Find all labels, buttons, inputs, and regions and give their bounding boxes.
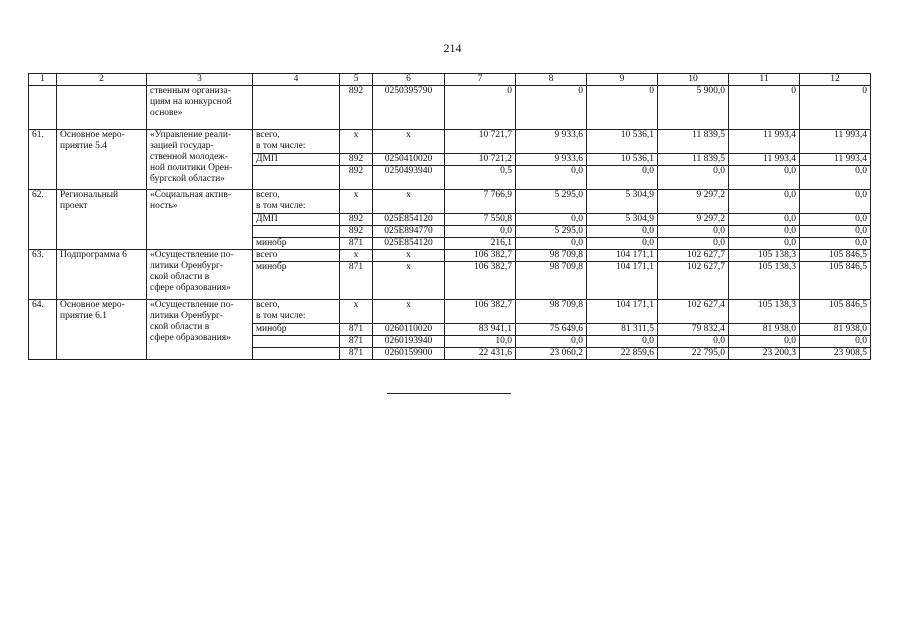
value-2019: 0: [445, 86, 516, 130]
value-2022: 102 627,7: [658, 262, 729, 300]
value-2019: 0,5: [445, 166, 516, 190]
responsible-executor: [253, 336, 340, 348]
column-number: 5: [340, 74, 373, 86]
value-2019: 10 721,7: [445, 130, 516, 154]
responsible-executor: всего, в том числе:: [253, 190, 340, 214]
program-title: Основное меро- приятие 6.1: [57, 300, 147, 360]
value-2023: 105 138,3: [729, 262, 800, 300]
table-row: [29, 190, 871, 214]
value-2023: 11 993,4: [729, 130, 800, 154]
program-name: «Осуществление по- литики Оренбург- ской области в сфере образования»: [147, 300, 253, 360]
value-2023: 105 138,3: [729, 250, 800, 262]
value-2023: 81 938,0: [729, 324, 800, 336]
gov-code: х: [340, 300, 373, 324]
page-number: 214: [443, 41, 462, 55]
program-name: «Социальная актив- ность»: [147, 190, 253, 250]
value-2024: 81 938,0: [800, 324, 871, 336]
gov-code: 892: [340, 154, 373, 166]
value-2019: 7 766,9: [445, 190, 516, 214]
value-2023: 11 993,4: [729, 154, 800, 166]
value-2022: 0,0: [658, 226, 729, 238]
value-2021: 22 859,6: [587, 348, 658, 360]
budget-code: 0250410020: [373, 154, 445, 166]
value-2022: 9 297,2: [658, 214, 729, 226]
program-title: Региональный проект: [57, 190, 147, 250]
column-number: 2: [57, 74, 147, 86]
gov-code: 892: [340, 226, 373, 238]
value-2022: 11 839,5: [658, 130, 729, 154]
value-2019: 83 941,1: [445, 324, 516, 336]
responsible-executor: [253, 226, 340, 238]
value-2021: 5 304,9: [587, 190, 658, 214]
value-2019: 106 382,7: [445, 262, 516, 300]
table-row: [29, 130, 871, 154]
value-2023: 0,0: [729, 336, 800, 348]
value-2019: 0,0: [445, 226, 516, 238]
value-2024: 0,0: [800, 336, 871, 348]
program-name: «Осуществление по- литики Оренбург- ской области в сфере образования»: [147, 250, 253, 300]
value-2024: 11 993,4: [800, 154, 871, 166]
value-2022: 0,0: [658, 336, 729, 348]
value-2020: 98 709,8: [516, 250, 587, 262]
value-2020: 5 295,0: [516, 190, 587, 214]
budget-code: х: [373, 130, 445, 154]
row-number: 64.: [29, 300, 57, 360]
gov-code: х: [340, 190, 373, 214]
footnote-rule: [387, 393, 511, 394]
value-2020: 23 060,2: [516, 348, 587, 360]
row-number: 61.: [29, 130, 57, 190]
value-2022: 11 839,5: [658, 154, 729, 166]
value-2022: 9 297,2: [658, 190, 729, 214]
column-number: 1: [29, 74, 57, 86]
budget-code: х: [373, 250, 445, 262]
responsible-executor: минобр: [253, 324, 340, 336]
value-2019: 106 382,7: [445, 250, 516, 262]
value-2020: 75 649,6: [516, 324, 587, 336]
value-2020: 9 933,6: [516, 130, 587, 154]
value-2021: 104 171,1: [587, 250, 658, 262]
value-2024: 23 908,5: [800, 348, 871, 360]
value-2021: 81 311,5: [587, 324, 658, 336]
value-2023: 0,0: [729, 166, 800, 190]
column-number: 7: [445, 74, 516, 86]
value-2024: 105 846,5: [800, 262, 871, 300]
gov-code: 892: [340, 214, 373, 226]
value-2022: 102 627,7: [658, 250, 729, 262]
row-number: 62.: [29, 190, 57, 250]
program-title: [57, 86, 147, 130]
column-number: 3: [147, 74, 253, 86]
responsible-executor: минобр: [253, 238, 340, 250]
column-number: 9: [587, 74, 658, 86]
budget-code: 0260193940: [373, 336, 445, 348]
value-2020: 98 709,8: [516, 300, 587, 324]
value-2021: 10 536,1: [587, 154, 658, 166]
value-2021: 0,0: [587, 226, 658, 238]
value-2022: 79 832,4: [658, 324, 729, 336]
value-2020: 0,0: [516, 214, 587, 226]
budget-code: 0260159900: [373, 348, 445, 360]
value-2022: 0,0: [658, 238, 729, 250]
value-2024: 105 846,5: [800, 250, 871, 262]
value-2021: 104 171,1: [587, 300, 658, 324]
value-2023: 23 200,3: [729, 348, 800, 360]
program-title: Основное меро- приятие 5.4: [57, 130, 147, 190]
budget-code: 0250493940: [373, 166, 445, 190]
value-2021: 0,0: [587, 166, 658, 190]
responsible-executor: всего, в том числе:: [253, 130, 340, 154]
value-2020: 98 709,8: [516, 262, 587, 300]
value-2020: 0,0: [516, 166, 587, 190]
value-2019: 22 431,6: [445, 348, 516, 360]
value-2021: 0: [587, 86, 658, 130]
gov-code: 871: [340, 262, 373, 300]
value-2024: 0,0: [800, 190, 871, 214]
value-2024: 0: [800, 86, 871, 130]
value-2024: 105 846,5: [800, 300, 871, 324]
budget-code: 025E894770: [373, 226, 445, 238]
gov-code: 892: [340, 166, 373, 190]
row-number: 63.: [29, 250, 57, 300]
value-2021: 0,0: [587, 336, 658, 348]
gov-code: х: [340, 130, 373, 154]
value-2019: 10,0: [445, 336, 516, 348]
value-2021: 0,0: [587, 238, 658, 250]
value-2021: 5 304,9: [587, 214, 658, 226]
column-number: 12: [800, 74, 871, 86]
row-number: [29, 86, 57, 130]
value-2024: 0,0: [800, 238, 871, 250]
value-2023: 0,0: [729, 190, 800, 214]
table-row: [29, 250, 871, 262]
value-2020: 0: [516, 86, 587, 130]
budget-code: 0260110020: [373, 324, 445, 336]
table-row: [29, 300, 871, 324]
value-2023: 105 138,3: [729, 300, 800, 324]
value-2019: 106 382,7: [445, 300, 516, 324]
gov-code: 871: [340, 238, 373, 250]
budget-code: х: [373, 190, 445, 214]
responsible-executor: всего: [253, 250, 340, 262]
budget-code: х: [373, 300, 445, 324]
value-2024: 0,0: [800, 166, 871, 190]
budget-code: х: [373, 262, 445, 300]
value-2022: 102 627,4: [658, 300, 729, 324]
value-2023: 0,0: [729, 226, 800, 238]
value-2022: 5 900,0: [658, 86, 729, 130]
program-title: Подпрограмма 6: [57, 250, 147, 300]
value-2023: 0: [729, 86, 800, 130]
budget-code: 025E854120: [373, 238, 445, 250]
value-2020: 0,0: [516, 336, 587, 348]
program-name: «Управление реали- зацией государ- ственной молодеж- ной политики Орен- бургской области»: [147, 130, 253, 190]
responsible-executor: минобр: [253, 262, 340, 300]
gov-code: 892: [340, 86, 373, 130]
column-number: 10: [658, 74, 729, 86]
table-row: [29, 86, 871, 130]
responsible-executor: ДМП: [253, 214, 340, 226]
value-2024: 0,0: [800, 214, 871, 226]
budget-table: [28, 73, 871, 360]
responsible-executor: [253, 86, 340, 130]
value-2019: 216,1: [445, 238, 516, 250]
value-2020: 5 295,0: [516, 226, 587, 238]
value-2022: 22 795,0: [658, 348, 729, 360]
value-2019: 10 721,2: [445, 154, 516, 166]
value-2023: 0,0: [729, 214, 800, 226]
value-2019: 7 550,8: [445, 214, 516, 226]
budget-code: 0250395790: [373, 86, 445, 130]
gov-code: 871: [340, 336, 373, 348]
gov-code: 871: [340, 348, 373, 360]
budget-code: 025E854120: [373, 214, 445, 226]
value-2020: 9 933,6: [516, 154, 587, 166]
header-row: [29, 74, 871, 86]
responsible-executor: [253, 166, 340, 190]
gov-code: 871: [340, 324, 373, 336]
column-number: 11: [729, 74, 800, 86]
value-2020: 0,0: [516, 238, 587, 250]
value-2024: 0,0: [800, 226, 871, 238]
value-2024: 11 993,4: [800, 130, 871, 154]
program-name: ственным организа- циям на конкурсной основе»: [147, 86, 253, 130]
responsible-executor: [253, 348, 340, 360]
column-number: 4: [253, 74, 340, 86]
responsible-executor: всего, в том числе:: [253, 300, 340, 324]
value-2023: 0,0: [729, 238, 800, 250]
responsible-executor: ДМП: [253, 154, 340, 166]
gov-code: х: [340, 250, 373, 262]
column-number: 6: [373, 74, 445, 86]
value-2021: 104 171,1: [587, 262, 658, 300]
value-2022: 0,0: [658, 166, 729, 190]
column-number: 8: [516, 74, 587, 86]
value-2021: 10 536,1: [587, 130, 658, 154]
